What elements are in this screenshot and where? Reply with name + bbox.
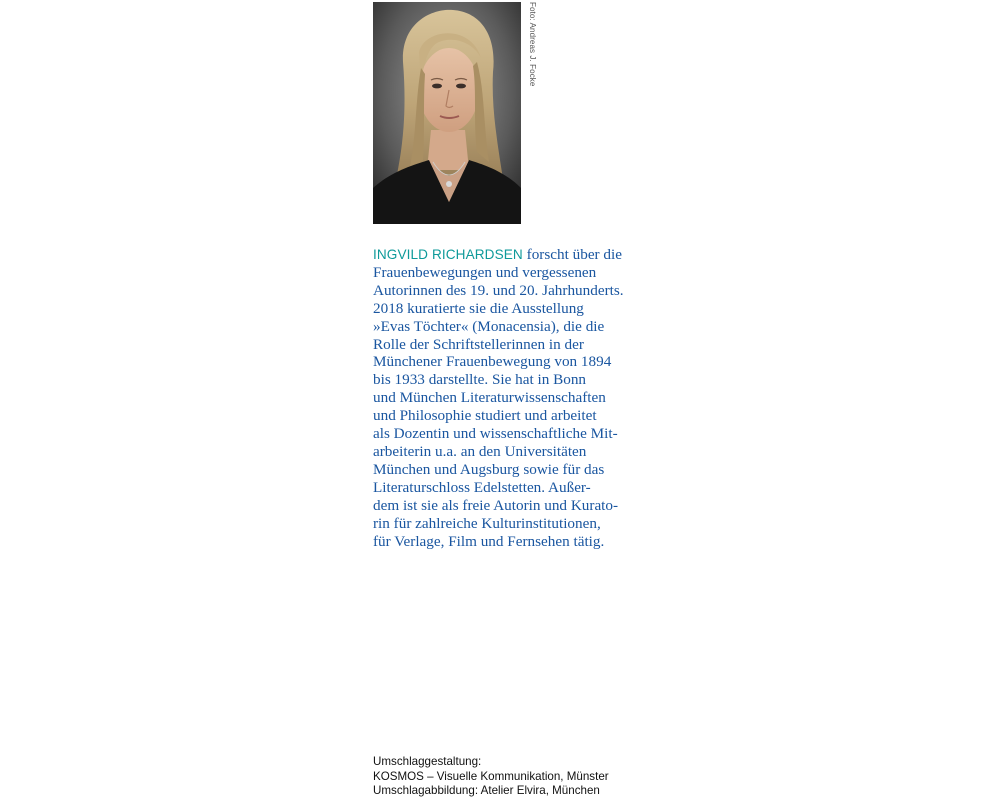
bio-line: und Philosophie studiert und arbeitet <box>373 407 597 425</box>
author-photo <box>373 2 521 224</box>
cover-design-value: KOSMOS – Visuelle Kommunikation, Münster <box>373 769 609 783</box>
bio-line: Frauenbewegungen und vergessenen <box>373 263 597 281</box>
bio-line <box>373 246 638 264</box>
bio-line: Autorinnen des 19. und 20. Jahrhunderts. <box>373 281 624 299</box>
bio-line: Rolle der Schriftstellerinnen in der <box>373 335 584 353</box>
bio-line: Literaturschloss Edelstetten. Außer- <box>373 478 591 496</box>
bio-line: »Evas Töchter« (Monacensia), die die <box>373 317 605 335</box>
bio-line: arbeiterin u.a. an den Universitäten <box>373 442 587 460</box>
bio-line: bis 1933 darstellte. Sie hat in Bonn <box>373 371 587 389</box>
cover-credits <box>373 755 609 799</box>
bio-line: München und Augsburg sowie für das <box>373 460 605 478</box>
cover-design-label: Umschlaggestaltung: <box>373 755 482 768</box>
bio-line: als Dozentin und wissenschaftliche Mit- <box>373 425 618 443</box>
bio-line: rin für zahlreiche Kulturinstitutionen, <box>373 514 601 532</box>
author-bio <box>373 246 638 550</box>
bio-line: für Verlage, Film und Fernsehen tätig. <box>373 532 605 550</box>
bio-line: 2018 kuratierte sie die Ausstellung <box>373 299 584 317</box>
author-name: INGVILD RICHARDSEN <box>373 247 523 262</box>
bio-line: Münchener Frauenbewegung von 1894 <box>373 353 612 371</box>
bio-line-text: forscht über die <box>522 246 622 263</box>
bio-line: und München Literaturwissenschaften <box>373 389 606 407</box>
bio-line: dem ist sie als freie Autorin und Kurato- <box>373 496 619 514</box>
photo-credit: Foto: Andreas J. Focke <box>528 2 537 87</box>
cover-image-credit: Umschlagabbildung: Atelier Elvira, München <box>373 784 600 798</box>
portrait-image <box>373 2 521 224</box>
